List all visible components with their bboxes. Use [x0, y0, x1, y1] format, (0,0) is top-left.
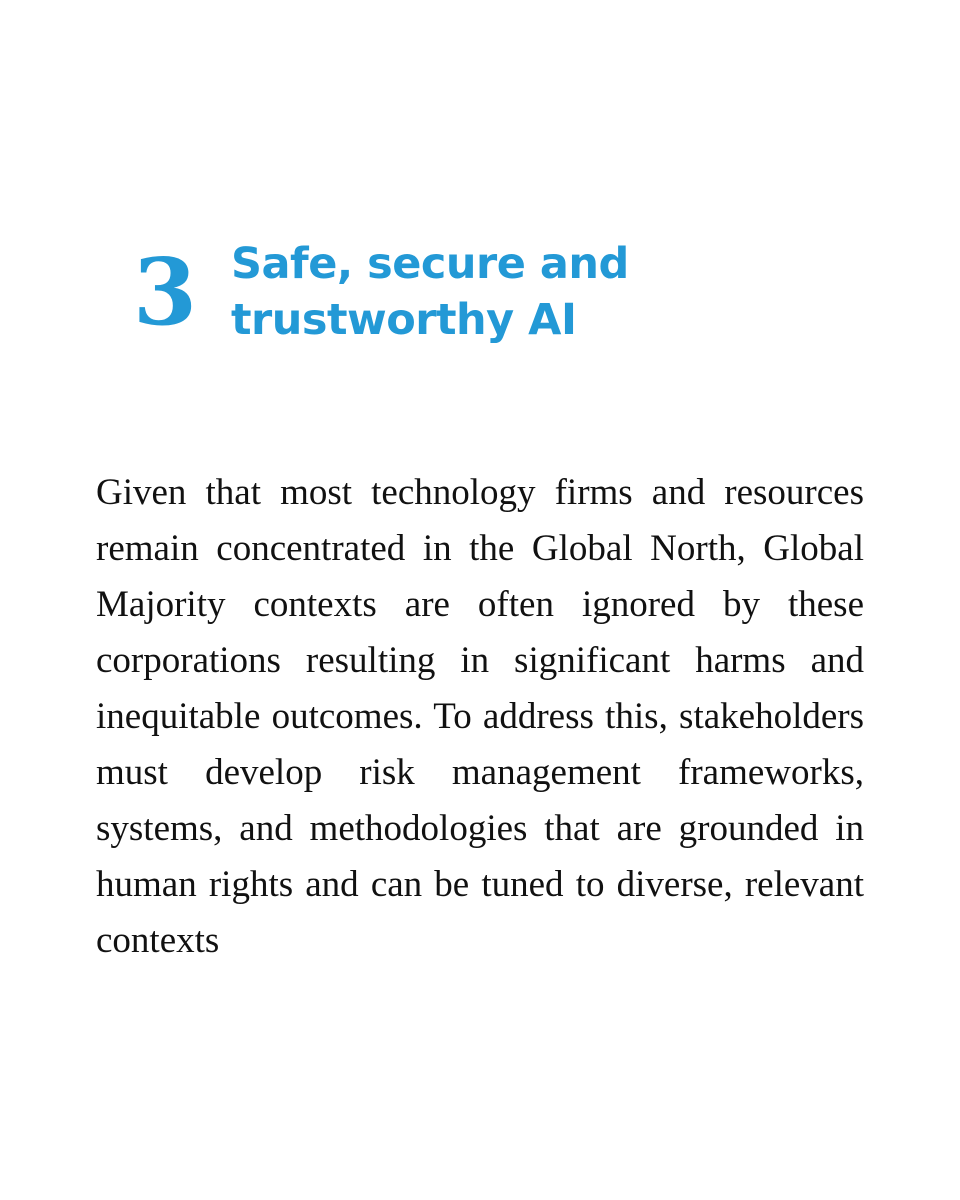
section-heading [133, 236, 711, 348]
body-paragraph: Given that most technology firms and resources remain concentrated in the Global North, Global Majority contexts are often ignored by these corporations resulting in significant harms and inequitable outcomes. To address this, stakeholders must develop risk management frameworks, systems, and methodologies that are grounded in human rights and can be tuned to diverse, relevant contexts [96, 472, 864, 961]
section-title: Safe, secure and trustworthy AI [231, 239, 629, 345]
section-number: 3 [133, 238, 198, 346]
